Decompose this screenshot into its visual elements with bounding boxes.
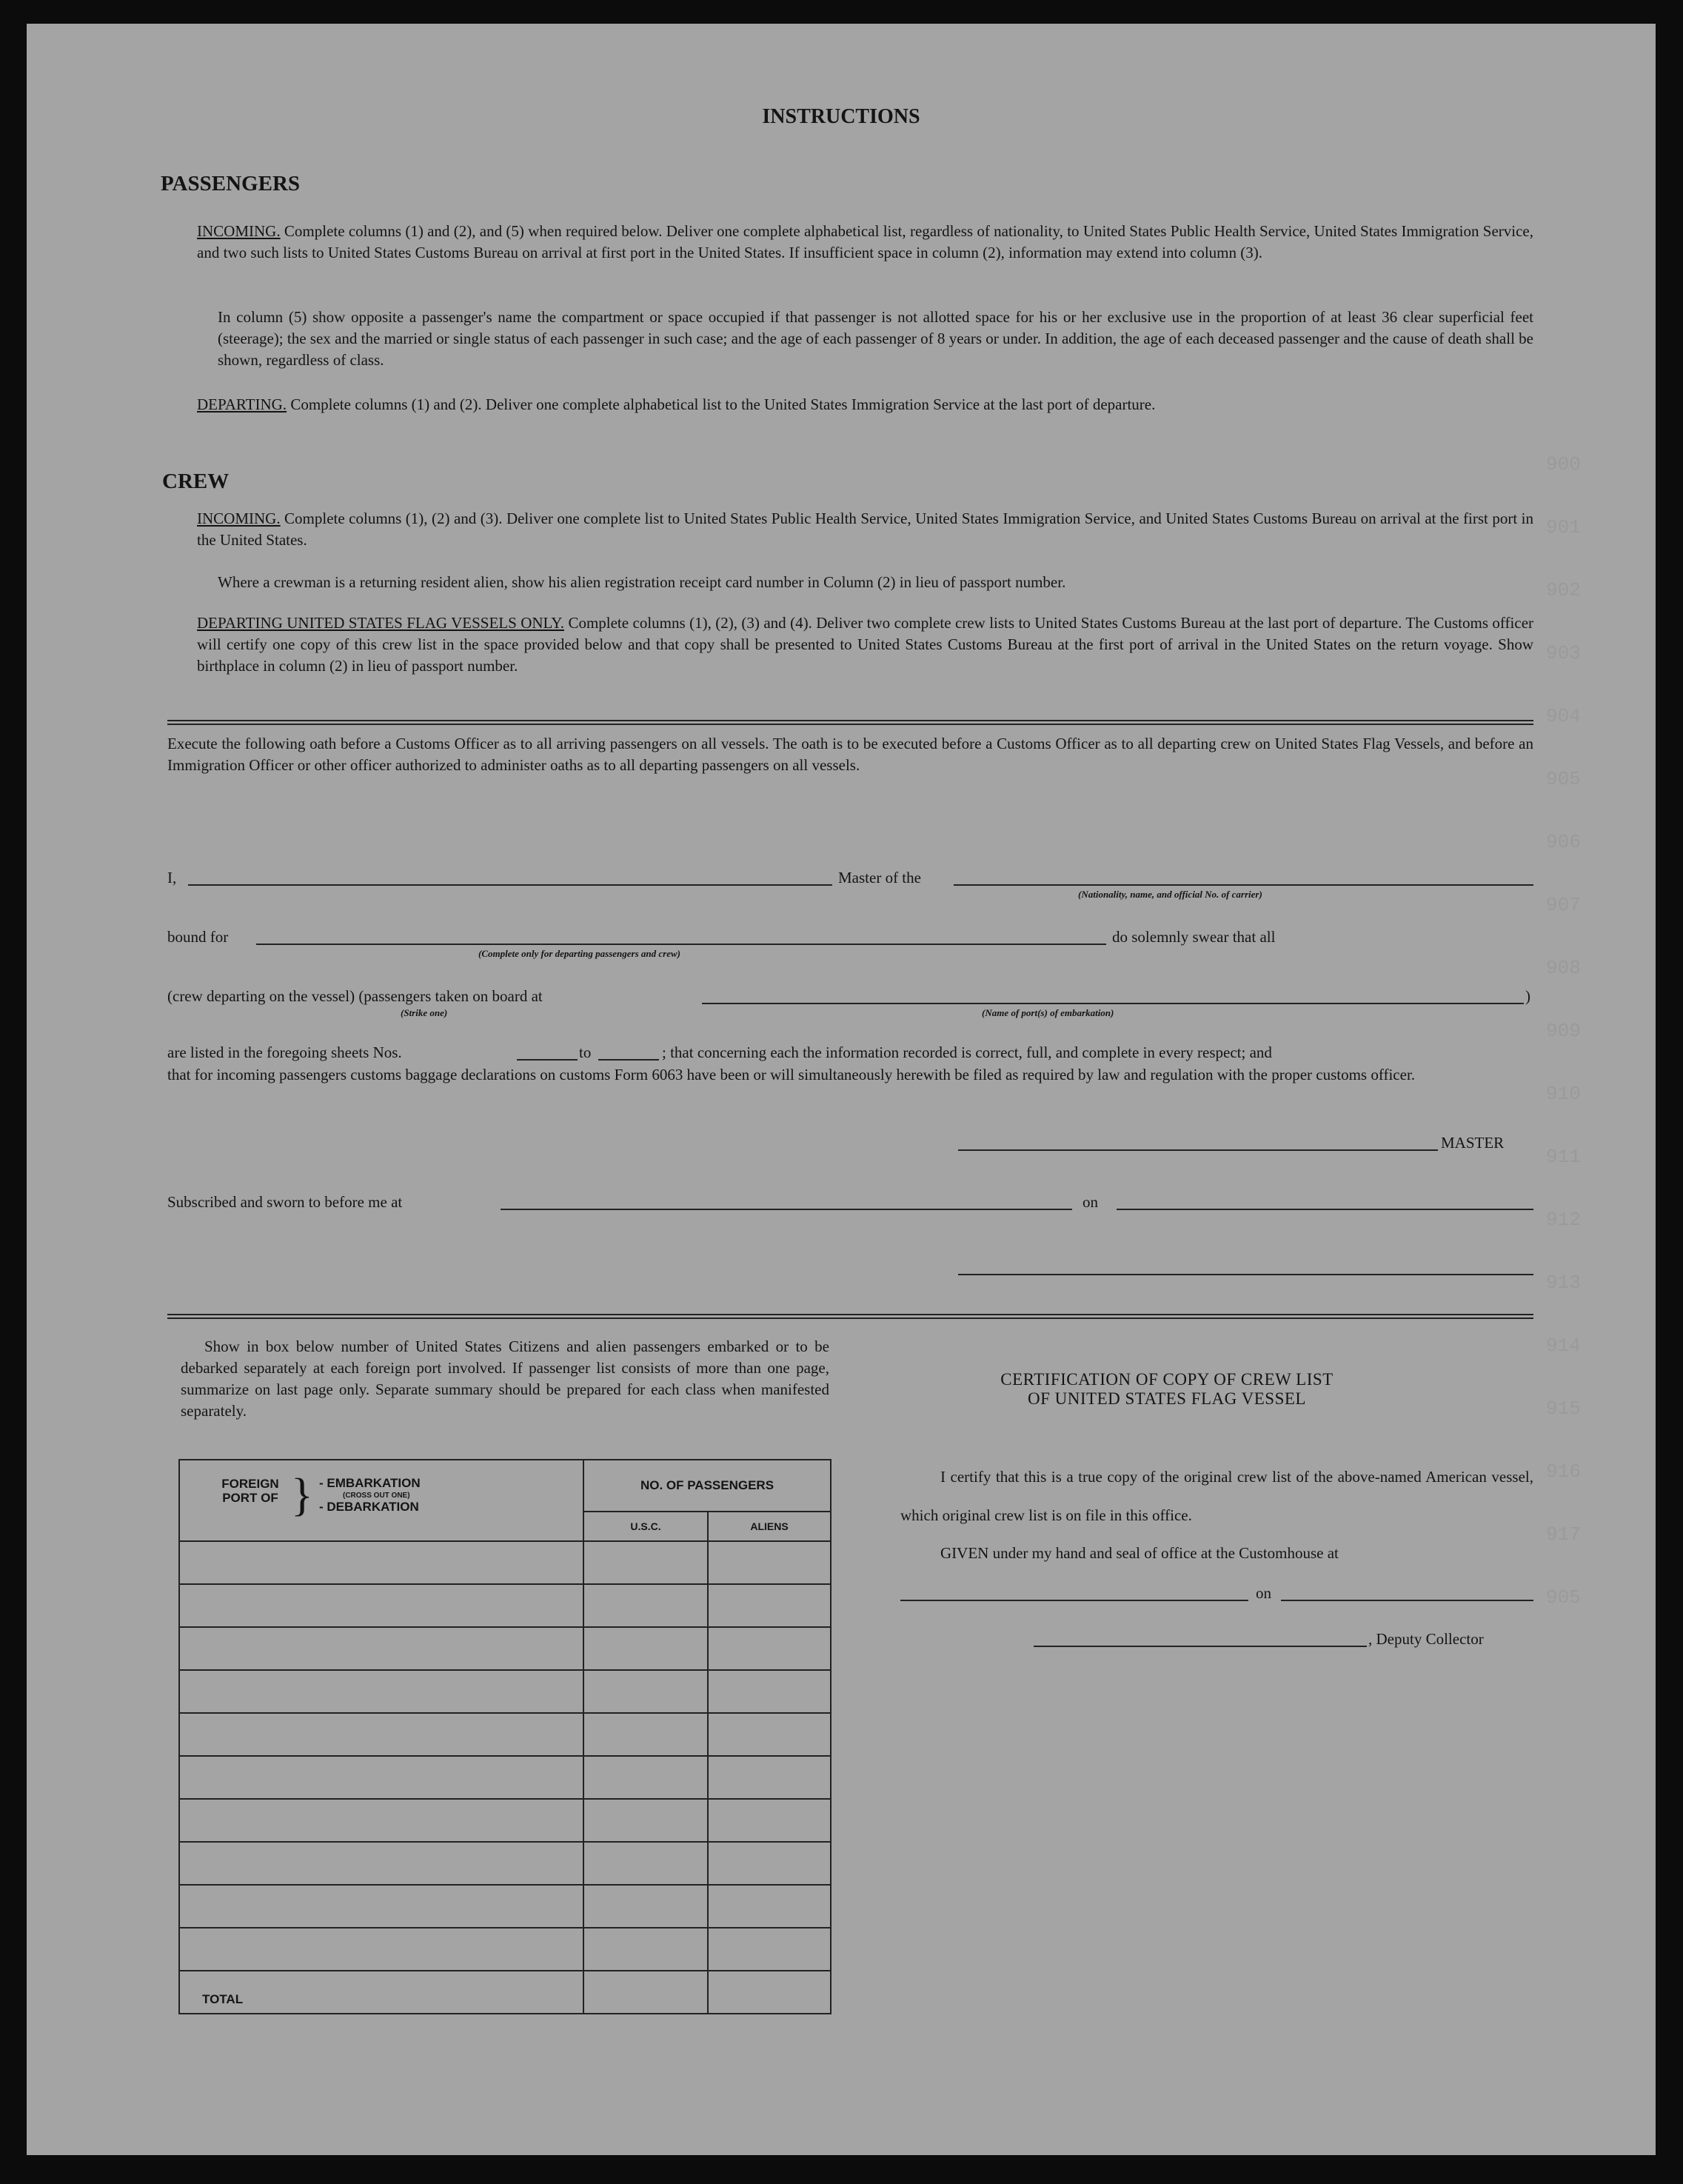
usc-cell[interactable] <box>583 1713 708 1756</box>
port-cell[interactable] <box>179 1799 583 1842</box>
sworn-on-label: on <box>1083 1193 1098 1211</box>
master-name-field[interactable] <box>188 884 832 886</box>
sheet-from-field[interactable] <box>517 1059 578 1061</box>
customhouse-field[interactable] <box>900 1600 1248 1601</box>
port-cell[interactable] <box>179 1627 583 1670</box>
given-label: GIVEN under my hand and seal of office at the Customhouse at <box>940 1544 1339 1562</box>
aliens-cell[interactable] <box>708 1584 831 1627</box>
embarkation-ports-field[interactable] <box>702 1003 1524 1004</box>
listed-sheets-label: are listed in the foregoing sheets Nos. <box>167 1043 402 1061</box>
crew-departing-label: (crew departing on the vessel) (passengers taken on board at <box>167 987 543 1005</box>
bleed-through-number: 913 <box>1546 1272 1581 1294</box>
usc-cell[interactable] <box>583 1842 708 1885</box>
total-label: TOTAL <box>179 1971 583 2014</box>
certification-title <box>886 1370 1448 1409</box>
bleed-through-number: 905 <box>1546 768 1581 790</box>
passengers-departing-label: DEPARTING. <box>197 395 287 413</box>
bleed-through-number: 910 <box>1546 1083 1581 1105</box>
document-page <box>27 24 1656 2155</box>
passengers-column5-paragraph: In column (5) show opposite a passenger's name the compartment or space occupied if that passenger is not allotted space for his or her exclusive use in the proportion of at least 36 clear superficial feet (steerage); the sex and the married or single status of each passenger in such case; and the age of each passenger of 8 years or under. In addition, the age of each deceased passenger and the cause of death shall be shown, regardless of class. <box>218 308 1533 369</box>
certification-date-field[interactable] <box>1281 1600 1533 1601</box>
crew-incoming-label: INCOMING. <box>197 510 281 527</box>
aliens-cell[interactable] <box>708 1756 831 1799</box>
sworn-date-field[interactable] <box>1117 1209 1533 1210</box>
oath-intro: Execute the following oath before a Customs Officer as to all arriving passengers on all vessels. The oath is to be executed before a Customs Officer as to all departing crew on United States Flag Vessels, and before an Immigration Officer or other officer authorized to administer oaths as to all departing passengers on all vessels. <box>167 735 1533 774</box>
divider-rule <box>167 720 1533 725</box>
usc-cell[interactable] <box>583 1541 708 1584</box>
usc-cell[interactable] <box>583 1928 708 1971</box>
aliens-cell[interactable] <box>708 1713 831 1756</box>
crew-departing-paragraph <box>197 612 1533 677</box>
passengers-incoming-paragraph <box>197 221 1533 264</box>
usc-cell[interactable] <box>583 1670 708 1713</box>
aliens-total-cell[interactable] <box>708 1971 831 2014</box>
aliens-cell[interactable] <box>708 1799 831 1842</box>
divider-rule-2 <box>167 1314 1533 1319</box>
page-title: INSTRUCTIONS <box>762 105 920 128</box>
deputy-collector-signature-field[interactable] <box>1034 1646 1367 1647</box>
bleed-through-number: 914 <box>1546 1335 1581 1357</box>
passenger-summary-table <box>178 1459 832 2014</box>
crew-incoming-text: Complete columns (1), (2) and (3). Deliver one complete list to United States Public Health Service, United States Immigration Service, and United States Customs Bureau on arrival at the first port in the United States. <box>197 510 1533 549</box>
strike-one-caption: (Strike one) <box>401 1007 448 1018</box>
no-passengers-header: NO. OF PASSENGERS <box>583 1460 831 1512</box>
oath-i-label: I, <box>167 869 177 886</box>
aliens-header: ALIENS <box>708 1512 831 1541</box>
aliens-cell[interactable] <box>708 1928 831 1971</box>
embarkation-label: - EMBARKATION <box>319 1476 421 1490</box>
deputy-collector-label: , Deputy Collector <box>1368 1630 1484 1648</box>
passengers-departing-text: Complete columns (1) and (2). Deliver one complete alphabetical list to the United States Immigration Service at the last port of departure. <box>290 395 1156 413</box>
foreign-port-label: FOREIGN PORT OF <box>221 1477 279 1505</box>
bleed-through-number: 909 <box>1546 1020 1581 1042</box>
usc-header: U.S.C. <box>583 1512 708 1541</box>
crew-departing-label: DEPARTING UNITED STATES FLAG VESSELS ONLY. <box>197 614 564 632</box>
crew-incoming-paragraph <box>197 508 1533 551</box>
usc-cell[interactable] <box>583 1627 708 1670</box>
passengers-departing-paragraph <box>197 394 1533 415</box>
bleed-through-number: 903 <box>1546 642 1581 664</box>
bleed-through-number: 906 <box>1546 831 1581 853</box>
port-cell[interactable] <box>179 1928 583 1971</box>
crew-heading: CREW <box>162 470 230 493</box>
listed-to-label: to <box>579 1043 592 1061</box>
bleed-through-number: 911 <box>1546 1146 1581 1168</box>
bleed-through-number: 908 <box>1546 957 1581 979</box>
usc-total-cell[interactable] <box>583 1971 708 2014</box>
port-cell[interactable] <box>179 1885 583 1928</box>
crew-resident-paragraph: Where a crewman is a returning resident alien, show his alien registration receipt card number in Column (2) in lieu of passport number. <box>218 573 1066 591</box>
certification-title-line-1: CERTIFICATION OF COPY OF CREW LIST <box>1000 1370 1334 1389</box>
aliens-cell[interactable] <box>708 1670 831 1713</box>
certification-on-label: on <box>1256 1584 1271 1602</box>
brace-symbol: } <box>291 1470 313 1520</box>
bleed-through-number: 915 <box>1546 1397 1581 1420</box>
carrier-field[interactable] <box>954 884 1533 886</box>
summary-instructions: Show in box below number of United States Citizens and alien passengers embarked or to be debarked separately at each foreign port involved. If passenger list consists of more than one page, summarize on last page only. Separate summary should be prepared for each class when manifested separately. <box>181 1338 829 1420</box>
port-cell[interactable] <box>179 1713 583 1756</box>
cross-out-label: (CROSS OUT ONE) <box>343 1492 410 1500</box>
master-label: MASTER <box>1441 1134 1505 1152</box>
port-header-cell <box>179 1460 583 1541</box>
usc-cell[interactable] <box>583 1799 708 1842</box>
bound-caption: (Complete only for departing passengers and crew) <box>478 948 680 959</box>
master-of-label: Master of the <box>838 869 921 886</box>
port-cell[interactable] <box>179 1756 583 1799</box>
aliens-cell[interactable] <box>708 1842 831 1885</box>
bleed-through-number: 902 <box>1546 579 1581 601</box>
aliens-cell[interactable] <box>708 1541 831 1584</box>
aliens-cell[interactable] <box>708 1885 831 1928</box>
port-cell[interactable] <box>179 1584 583 1627</box>
sworn-location-field[interactable] <box>501 1209 1072 1210</box>
port-cell[interactable] <box>179 1842 583 1885</box>
bound-for-label: bound for <box>167 928 229 946</box>
close-paren: ) <box>1525 987 1530 1005</box>
bleed-through-number: 916 <box>1546 1460 1581 1483</box>
bleed-through-number: 901 <box>1546 516 1581 538</box>
destination-field[interactable] <box>256 944 1106 945</box>
usc-cell[interactable] <box>583 1885 708 1928</box>
passengers-incoming-text: Complete columns (1) and (2), and (5) when required below. Deliver one complete alphabetical list, regardless of nationality, to United States Public Health Service, United States Immigration Service, and two such lists to United States Customs Bureau on arrival at first port in the United States. If insufficient space in column (2), information may extend into column (3). <box>197 222 1533 261</box>
port-cell[interactable] <box>179 1541 583 1584</box>
debarkation-label: - DEBARKATION <box>319 1500 419 1514</box>
passengers-heading: PASSENGERS <box>161 172 301 196</box>
aliens-cell[interactable] <box>708 1627 831 1670</box>
carrier-caption: (Nationality, name, and official No. of carrier) <box>1078 889 1262 900</box>
passengers-incoming-label: INCOMING. <box>197 222 281 240</box>
listed-statement-rest: that for incoming passengers customs baggage declarations on customs Form 6063 have been or will simultaneously herewith be filed as required by law and regulation with the proper customs officer. <box>167 1066 1416 1083</box>
certification-statement: I certify that this is a true copy of the original crew list of the above-named American vessel, which original crew list is on file in this office. <box>900 1468 1533 1524</box>
bleed-through-number: 905 <box>1546 1586 1581 1609</box>
certification-title-line-2: OF UNITED STATES FLAG VESSEL <box>1028 1389 1306 1408</box>
bleed-through-number: 907 <box>1546 894 1581 916</box>
bleed-through-number: 912 <box>1546 1209 1581 1231</box>
sheet-to-field[interactable] <box>598 1059 659 1061</box>
port-cell[interactable] <box>179 1670 583 1713</box>
bleed-through-number: 917 <box>1546 1523 1581 1546</box>
crew-departing-text: Complete columns (1), (2), (3) and (4). Deliver two complete crew lists to United States Customs Bureau at the last port of departure. The Customs officer will certify one copy of this crew list in the space provided below and that copy shall be presented to United States Customs Bureau at the first port of arrival in the United States on the return voyage. Show birthplace in column (2) in lieu of passport number. <box>197 614 1534 675</box>
usc-cell[interactable] <box>583 1756 708 1799</box>
usc-cell[interactable] <box>583 1584 708 1627</box>
master-signature-field[interactable] <box>958 1149 1438 1151</box>
officer-signature-field[interactable] <box>958 1274 1533 1275</box>
ports-caption: (Name of port(s) of embarkation) <box>982 1007 1114 1018</box>
bleed-through-number: 900 <box>1546 453 1581 475</box>
listed-statement: ; that concerning each the information recorded is correct, full, and complete in every respect; and <box>662 1043 1272 1061</box>
bleed-through-number: 904 <box>1546 705 1581 727</box>
swear-label: do solemnly swear that all <box>1112 928 1276 946</box>
subscribed-label: Subscribed and sworn to before me at <box>167 1193 403 1211</box>
